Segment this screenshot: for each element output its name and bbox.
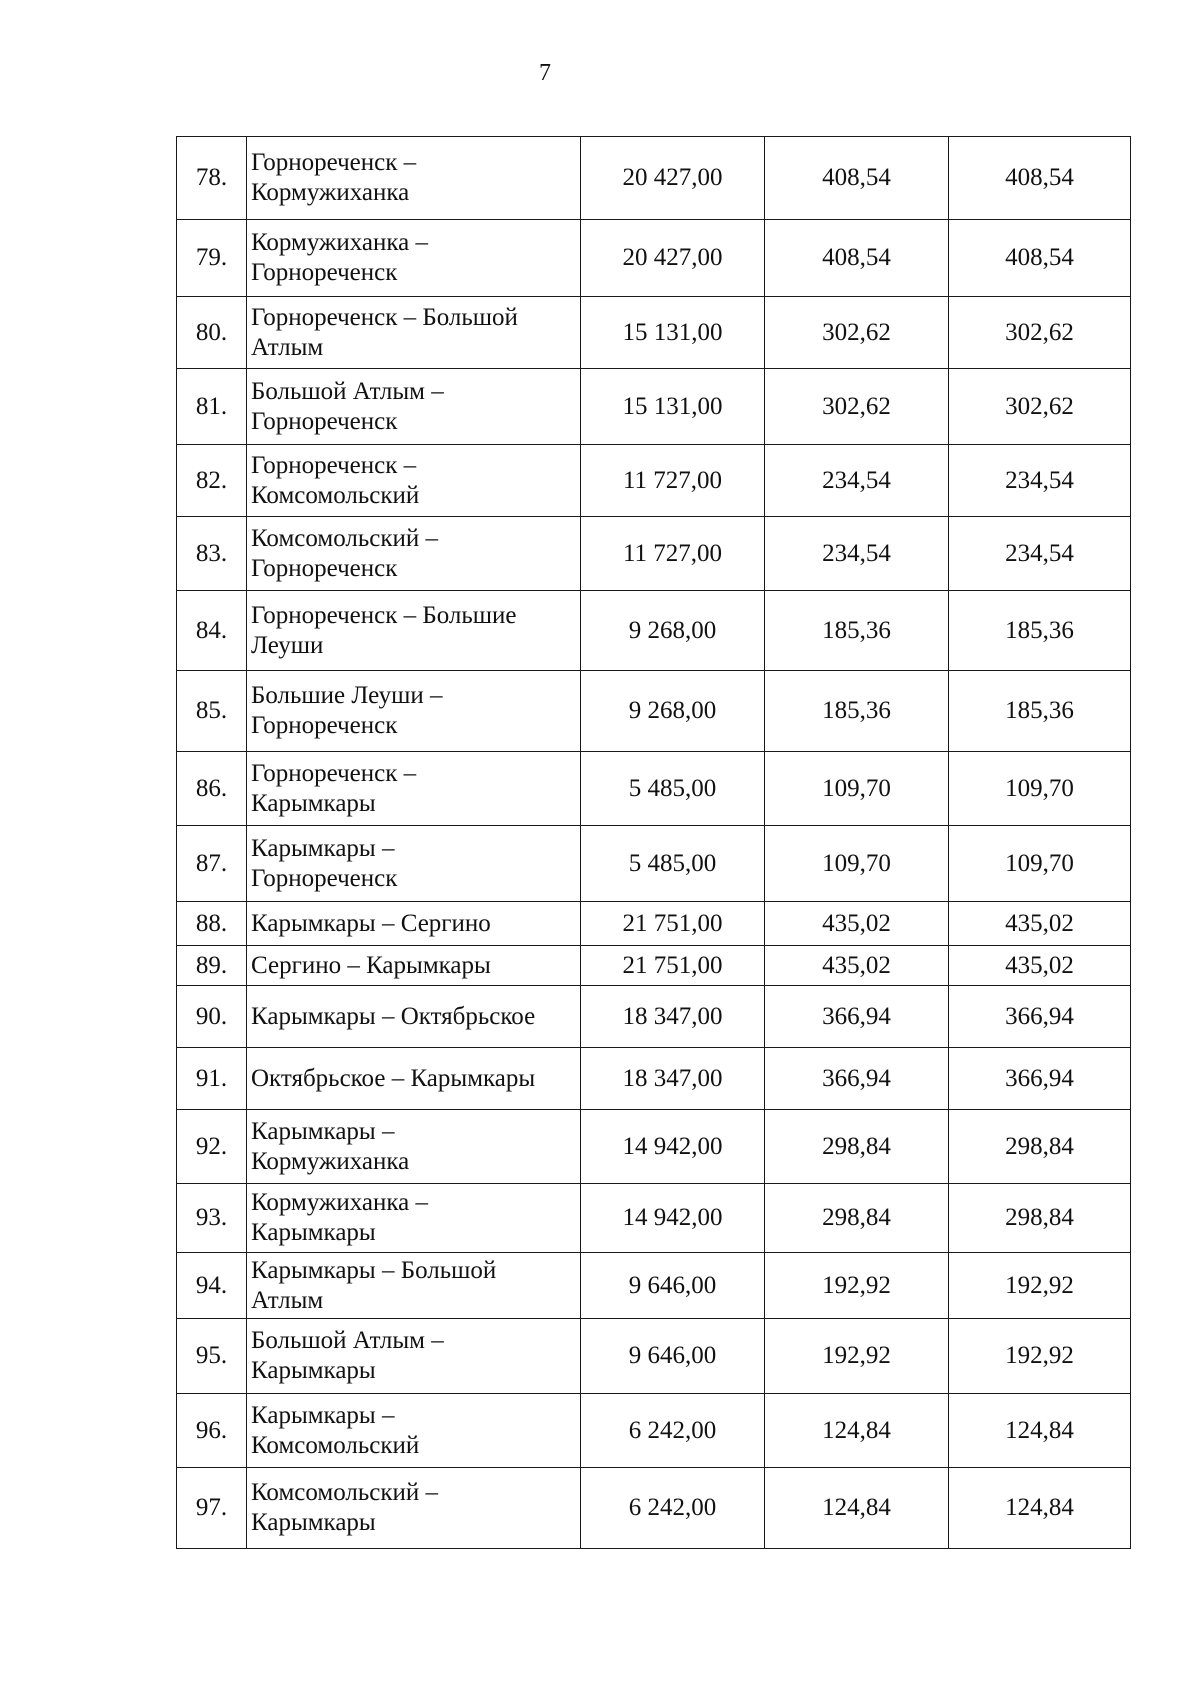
route-name — [247, 297, 581, 369]
tariff-value-alt: 302,62 — [949, 297, 1131, 369]
fare-value: 20 427,00 — [581, 137, 765, 220]
table-row — [177, 137, 1131, 220]
route-line-1: Горнореченск – Большой — [251, 303, 518, 331]
row-number: 86. — [177, 752, 247, 826]
tariff-value: 124,84 — [765, 1394, 949, 1468]
fare-value: 20 427,00 — [581, 220, 765, 297]
tariff-value-alt: 408,54 — [949, 137, 1131, 220]
route-line-2: Горнореченск — [251, 712, 398, 739]
fare-value: 18 347,00 — [581, 986, 765, 1048]
tariff-value-alt: 302,62 — [949, 369, 1131, 445]
fare-value: 14 942,00 — [581, 1110, 765, 1184]
route-name — [247, 1048, 581, 1110]
route-name — [247, 1253, 581, 1319]
fare-value: 21 751,00 — [581, 946, 765, 986]
table-row — [177, 1319, 1131, 1394]
row-number: 94. — [177, 1253, 247, 1319]
fare-value: 9 268,00 — [581, 591, 765, 671]
tariff-value-alt: 435,02 — [949, 902, 1131, 946]
tariff-value: 408,54 — [765, 220, 949, 297]
fare-table — [176, 136, 1131, 1549]
route-name — [247, 220, 581, 297]
fare-value: 14 942,00 — [581, 1184, 765, 1253]
tariff-value: 124,84 — [765, 1468, 949, 1549]
row-number: 85. — [177, 671, 247, 752]
route-name — [247, 591, 581, 671]
route-name — [247, 752, 581, 826]
fare-value: 15 131,00 — [581, 369, 765, 445]
table-row — [177, 902, 1131, 946]
row-number: 90. — [177, 986, 247, 1048]
route-name — [247, 1110, 581, 1184]
tariff-value: 109,70 — [765, 752, 949, 826]
tariff-value-alt: 366,94 — [949, 986, 1131, 1048]
table-row — [177, 591, 1131, 671]
tariff-value-alt: 408,54 — [949, 220, 1131, 297]
route-name — [247, 517, 581, 591]
tariff-value: 234,54 — [765, 517, 949, 591]
tariff-value: 185,36 — [765, 591, 949, 671]
route-name — [247, 902, 581, 946]
tariff-value: 298,84 — [765, 1184, 949, 1253]
row-number: 81. — [177, 369, 247, 445]
route-line-1: Карымкары – Большой — [251, 1256, 497, 1284]
row-number: 95. — [177, 1319, 247, 1394]
tariff-value: 298,84 — [765, 1110, 949, 1184]
tariff-value: 185,36 — [765, 671, 949, 752]
tariff-value-alt: 234,54 — [949, 517, 1131, 591]
route-line-2: Горнореченск — [251, 259, 398, 286]
table-row — [177, 1110, 1131, 1184]
fare-value: 9 646,00 — [581, 1319, 765, 1394]
tariff-value-alt: 109,70 — [949, 752, 1131, 826]
row-number: 84. — [177, 591, 247, 671]
row-number: 89. — [177, 946, 247, 986]
tariff-value: 234,54 — [765, 445, 949, 517]
route-line-2: Комсомольский — [251, 481, 420, 509]
tariff-value: 302,62 — [765, 297, 949, 369]
row-number: 91. — [177, 1048, 247, 1110]
route-line-2: Карымкары — [251, 1357, 376, 1384]
tariff-value-alt: 298,84 — [949, 1184, 1131, 1253]
tariff-value: 435,02 — [765, 902, 949, 946]
fare-value: 5 485,00 — [581, 752, 765, 826]
row-number: 92. — [177, 1110, 247, 1184]
route-line-2: Горнореченск — [251, 554, 398, 582]
tariff-value-alt: 192,92 — [949, 1253, 1131, 1319]
tariff-value: 366,94 — [765, 1048, 949, 1110]
row-number: 78. — [177, 137, 247, 220]
fare-value: 11 727,00 — [581, 517, 765, 591]
table-row — [177, 1048, 1131, 1110]
table-row — [177, 1468, 1131, 1549]
route-name — [247, 1468, 581, 1549]
route-line-1: Сергино – Карымкары — [251, 951, 491, 979]
route-line-2: Карымкары — [251, 789, 376, 817]
row-number: 80. — [177, 297, 247, 369]
row-number: 93. — [177, 1184, 247, 1253]
fare-value: 6 242,00 — [581, 1394, 765, 1468]
route-line-2: Карымкары — [251, 1509, 376, 1536]
route-line-1: Карымкары – — [251, 1401, 395, 1429]
row-number: 82. — [177, 445, 247, 517]
table-row — [177, 445, 1131, 517]
tariff-value-alt: 298,84 — [949, 1110, 1131, 1184]
route-line-1: Большой Атлым – — [251, 377, 444, 405]
route-line-2: Леуши — [251, 631, 324, 659]
route-line-1: Горнореченск – — [251, 451, 417, 479]
table-row — [177, 826, 1131, 902]
tariff-value: 192,92 — [765, 1319, 949, 1394]
route-line-1: Большие Леуши – — [251, 682, 443, 709]
route-line-2: Карымкары — [251, 1219, 376, 1246]
fare-value: 6 242,00 — [581, 1468, 765, 1549]
fare-table-body — [177, 137, 1131, 1549]
fare-value: 5 485,00 — [581, 826, 765, 902]
row-number: 96. — [177, 1394, 247, 1468]
route-line-2: Горнореченск — [251, 864, 398, 892]
table-row — [177, 297, 1131, 369]
tariff-value: 408,54 — [765, 137, 949, 220]
route-line-1: Горнореченск – — [251, 149, 417, 176]
row-number: 88. — [177, 902, 247, 946]
table-row — [177, 946, 1131, 986]
tariff-value: 302,62 — [765, 369, 949, 445]
table-row — [177, 369, 1131, 445]
table-row — [177, 1253, 1131, 1319]
row-number: 87. — [177, 826, 247, 902]
route-line-1: Комсомольский – — [251, 1479, 439, 1506]
tariff-value-alt: 366,94 — [949, 1048, 1131, 1110]
tariff-value-alt: 192,92 — [949, 1319, 1131, 1394]
tariff-value: 435,02 — [765, 946, 949, 986]
fare-value: 11 727,00 — [581, 445, 765, 517]
route-line-1: Кормужиханка – — [251, 1189, 428, 1216]
route-line-1: Горнореченск – Большие — [251, 601, 517, 629]
table-row — [177, 220, 1131, 297]
route-line-1: Октябрьское – Карымкары — [251, 1064, 536, 1092]
table-row — [177, 986, 1131, 1048]
route-line-1: Карымкары – Сергино — [251, 909, 491, 937]
route-name — [247, 1394, 581, 1468]
tariff-value: 109,70 — [765, 826, 949, 902]
table-row — [177, 671, 1131, 752]
route-line-2: Кормужиханка — [251, 179, 410, 206]
fare-value: 18 347,00 — [581, 1048, 765, 1110]
row-number: 83. — [177, 517, 247, 591]
route-line-1: Карымкары – — [251, 834, 395, 862]
route-line-1: Карымкары – — [251, 1117, 395, 1145]
fare-value: 9 646,00 — [581, 1253, 765, 1319]
tariff-value-alt: 109,70 — [949, 826, 1131, 902]
tariff-value-alt: 124,84 — [949, 1394, 1131, 1468]
route-line-2: Горнореченск — [251, 407, 398, 435]
route-line-1: Карымкары – Октябрьское — [251, 1002, 536, 1030]
table-row — [177, 517, 1131, 591]
route-name — [247, 137, 581, 220]
tariff-value: 366,94 — [765, 986, 949, 1048]
row-number: 79. — [177, 220, 247, 297]
fare-value: 21 751,00 — [581, 902, 765, 946]
route-line-2: Комсомольский — [251, 1431, 420, 1459]
route-line-1: Горнореченск – — [251, 759, 417, 787]
tariff-value-alt: 234,54 — [949, 445, 1131, 517]
route-line-1: Кормужиханка – — [251, 229, 428, 256]
route-name — [247, 1184, 581, 1253]
tariff-value: 192,92 — [765, 1253, 949, 1319]
route-name — [247, 946, 581, 986]
table-row — [177, 752, 1131, 826]
route-name — [247, 369, 581, 445]
fare-value: 15 131,00 — [581, 297, 765, 369]
tariff-value-alt: 185,36 — [949, 671, 1131, 752]
table-row — [177, 1394, 1131, 1468]
route-name — [247, 1319, 581, 1394]
route-name — [247, 826, 581, 902]
route-name — [247, 445, 581, 517]
route-line-2: Атлым — [251, 1286, 324, 1314]
route-line-1: Большой Атлым – — [251, 1327, 444, 1354]
row-number: 97. — [177, 1468, 247, 1549]
route-name — [247, 671, 581, 752]
fare-value: 9 268,00 — [581, 671, 765, 752]
tariff-value-alt: 435,02 — [949, 946, 1131, 986]
route-name — [247, 986, 581, 1048]
tariff-value-alt: 124,84 — [949, 1468, 1131, 1549]
route-line-2: Атлым — [251, 333, 324, 361]
route-line-2: Кормужиханка — [251, 1147, 410, 1175]
table-row — [177, 1184, 1131, 1253]
route-line-1: Комсомольский – — [251, 524, 439, 552]
page-number: 7 — [539, 60, 551, 86]
tariff-value-alt: 185,36 — [949, 591, 1131, 671]
